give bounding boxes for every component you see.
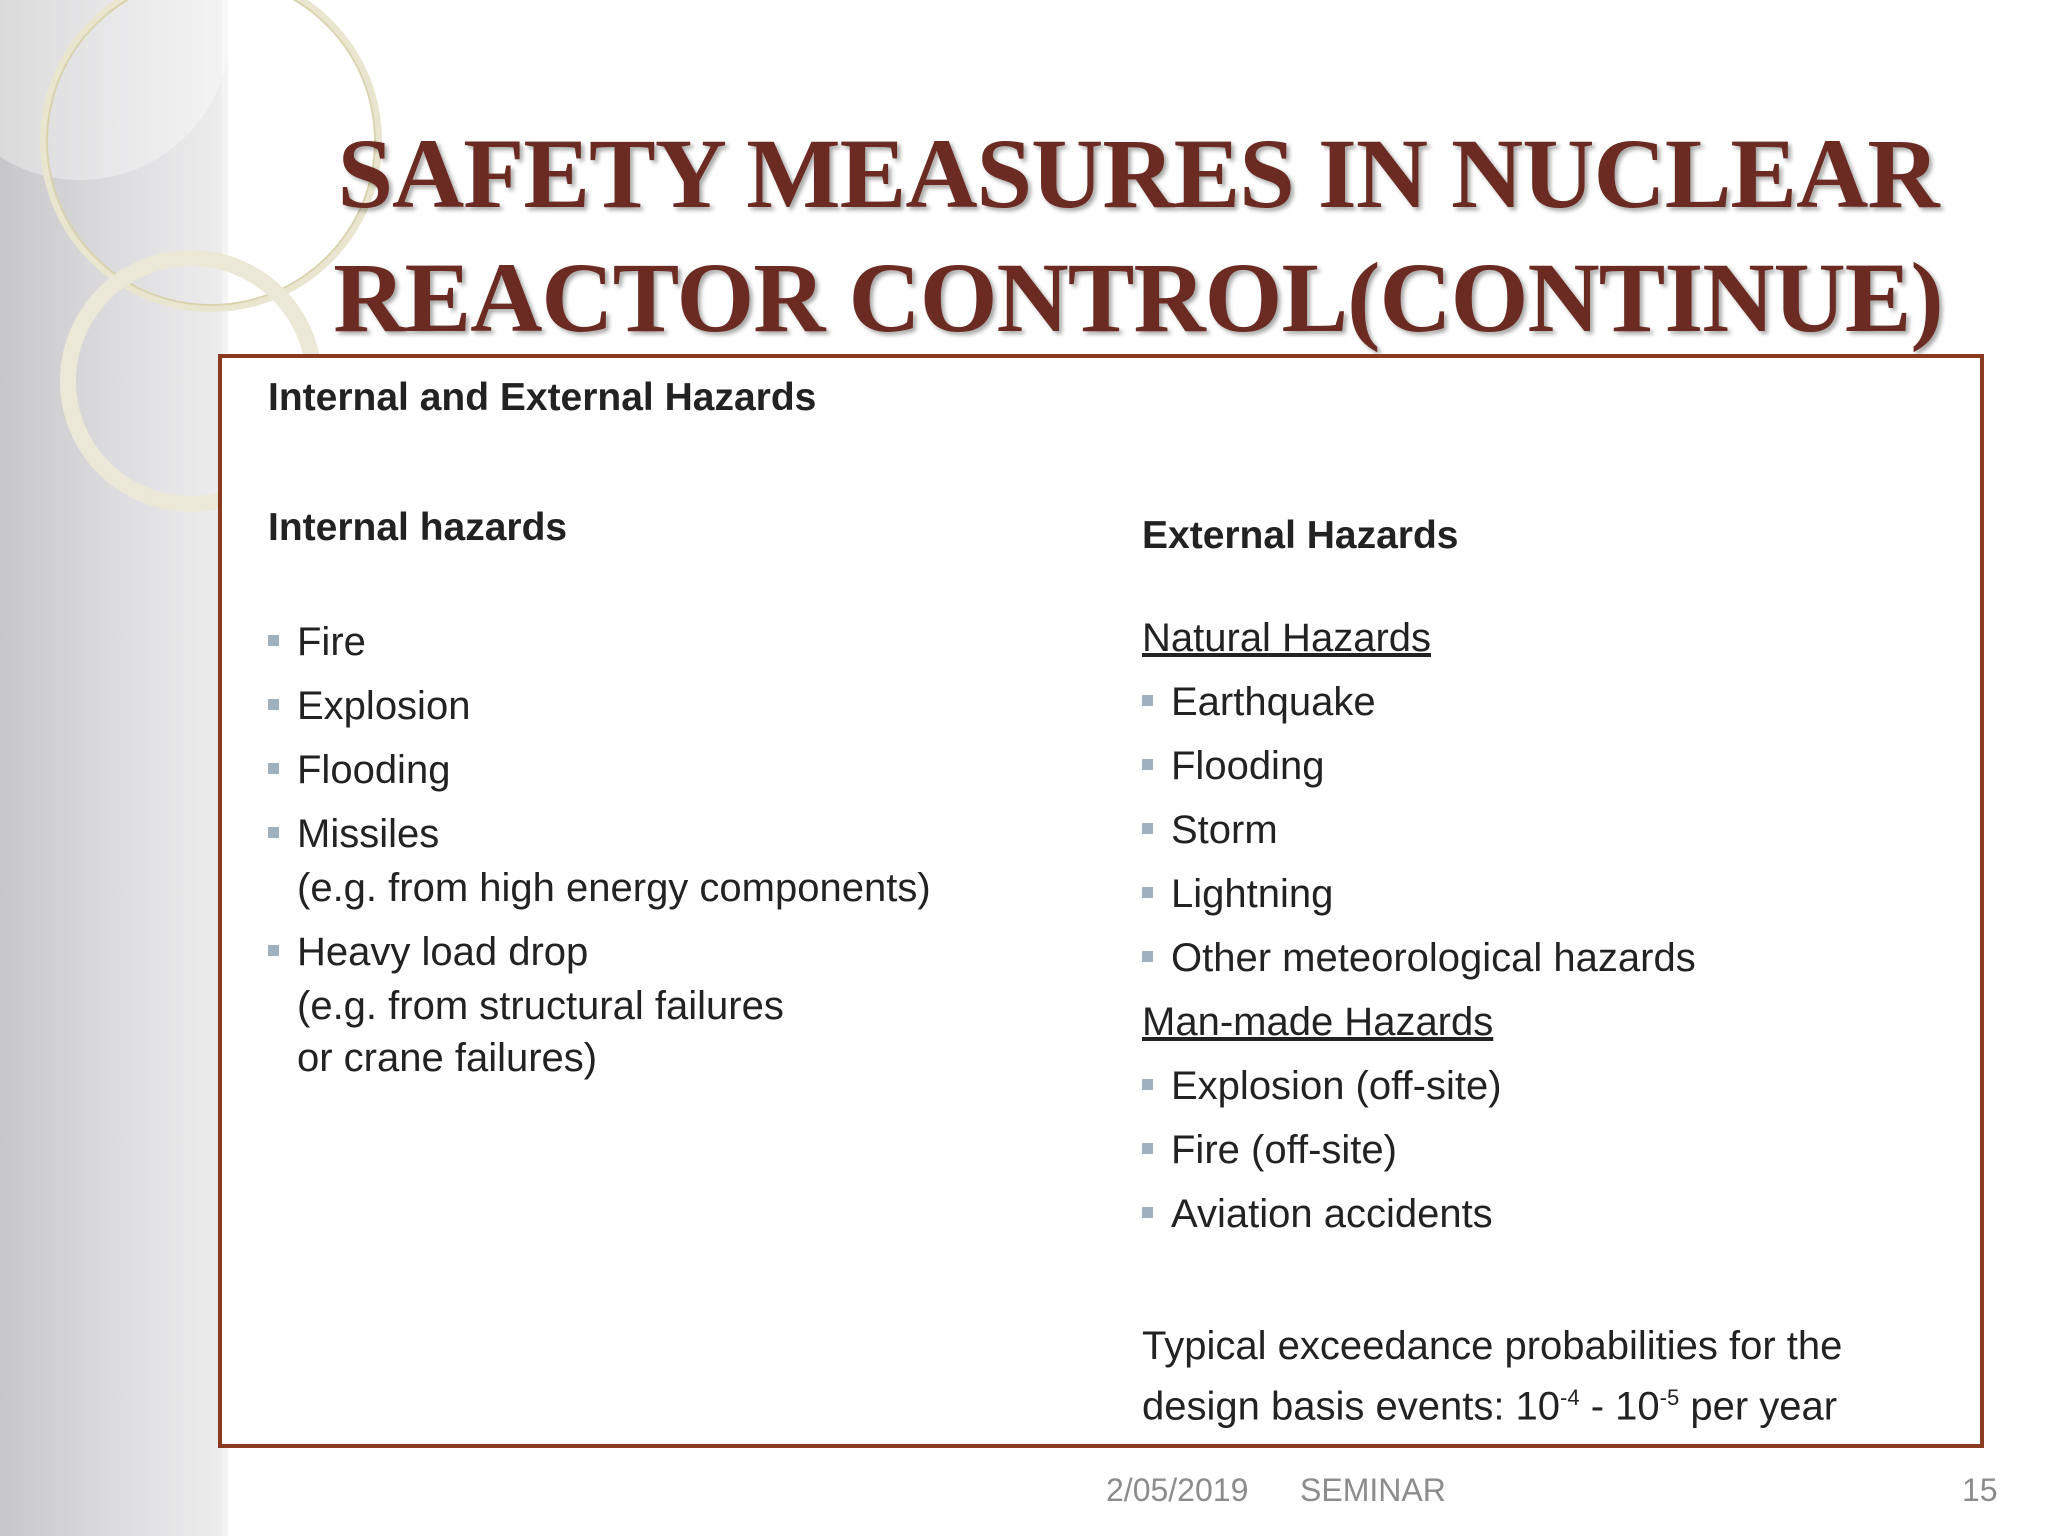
list-item: Earthquake (1142, 676, 1376, 728)
bullet-icon (268, 635, 279, 646)
list-item: Fire (268, 616, 366, 668)
list-item: Storm (1142, 804, 1278, 856)
item-note: or crane failures) (297, 1036, 598, 1080)
external-hazards-heading: External Hazards (1142, 514, 1459, 557)
section-heading: Internal and External Hazards (268, 376, 817, 419)
bullet-icon (268, 763, 279, 774)
list-item: Missiles (268, 808, 439, 860)
list-item: Heavy load drop (268, 926, 588, 978)
bullet-icon (1142, 1143, 1153, 1154)
bullet-icon (1142, 695, 1153, 706)
slide-title (268, 112, 2008, 360)
bullet-icon (268, 827, 279, 838)
bullet-icon (1142, 823, 1153, 834)
content-box (218, 354, 1984, 1448)
footer-date: 2/05/2019 (1106, 1472, 1249, 1508)
title-line-2: REACTOR CONTROL(CONTINUE) (333, 242, 1943, 353)
item-note: (e.g. from structural failures (297, 984, 784, 1028)
list-item: Aviation accidents (1142, 1188, 1493, 1240)
list-item: Flooding (268, 744, 450, 796)
probability-note-line-1: Typical exceedance probabilities for the (1142, 1324, 1843, 1368)
list-item: Flooding (1142, 740, 1324, 792)
manmade-hazards-heading: Man-made Hazards (1142, 1000, 1494, 1044)
bullet-icon (268, 945, 279, 956)
bullet-icon (1142, 951, 1153, 962)
list-item: Other meteorological hazards (1142, 932, 1696, 984)
probability-note-line-2: design basis events: $10^{-4} - 10^{-5}$ per year (1142, 1384, 1838, 1429)
page-number: 15 (1962, 1472, 1998, 1508)
footer-label: SEMINAR (1300, 1472, 1446, 1508)
list-item: Lightning (1142, 868, 1333, 920)
title-line-1: SAFETY MEASURES IN NUCLEAR (337, 118, 1939, 229)
bullet-icon (268, 699, 279, 710)
list-item: Fire (off-site) (1142, 1124, 1397, 1176)
list-item: Explosion (268, 680, 470, 732)
list-item: Explosion (off-site) (1142, 1060, 1502, 1112)
bullet-icon (1142, 887, 1153, 898)
internal-hazards-heading: Internal hazards (268, 506, 568, 549)
item-note: (e.g. from high energy components) (297, 866, 931, 910)
natural-hazards-heading: Natural Hazards (1142, 616, 1432, 660)
bullet-icon (1142, 759, 1153, 770)
bullet-icon (1142, 1079, 1153, 1090)
bullet-icon (1142, 1207, 1153, 1218)
